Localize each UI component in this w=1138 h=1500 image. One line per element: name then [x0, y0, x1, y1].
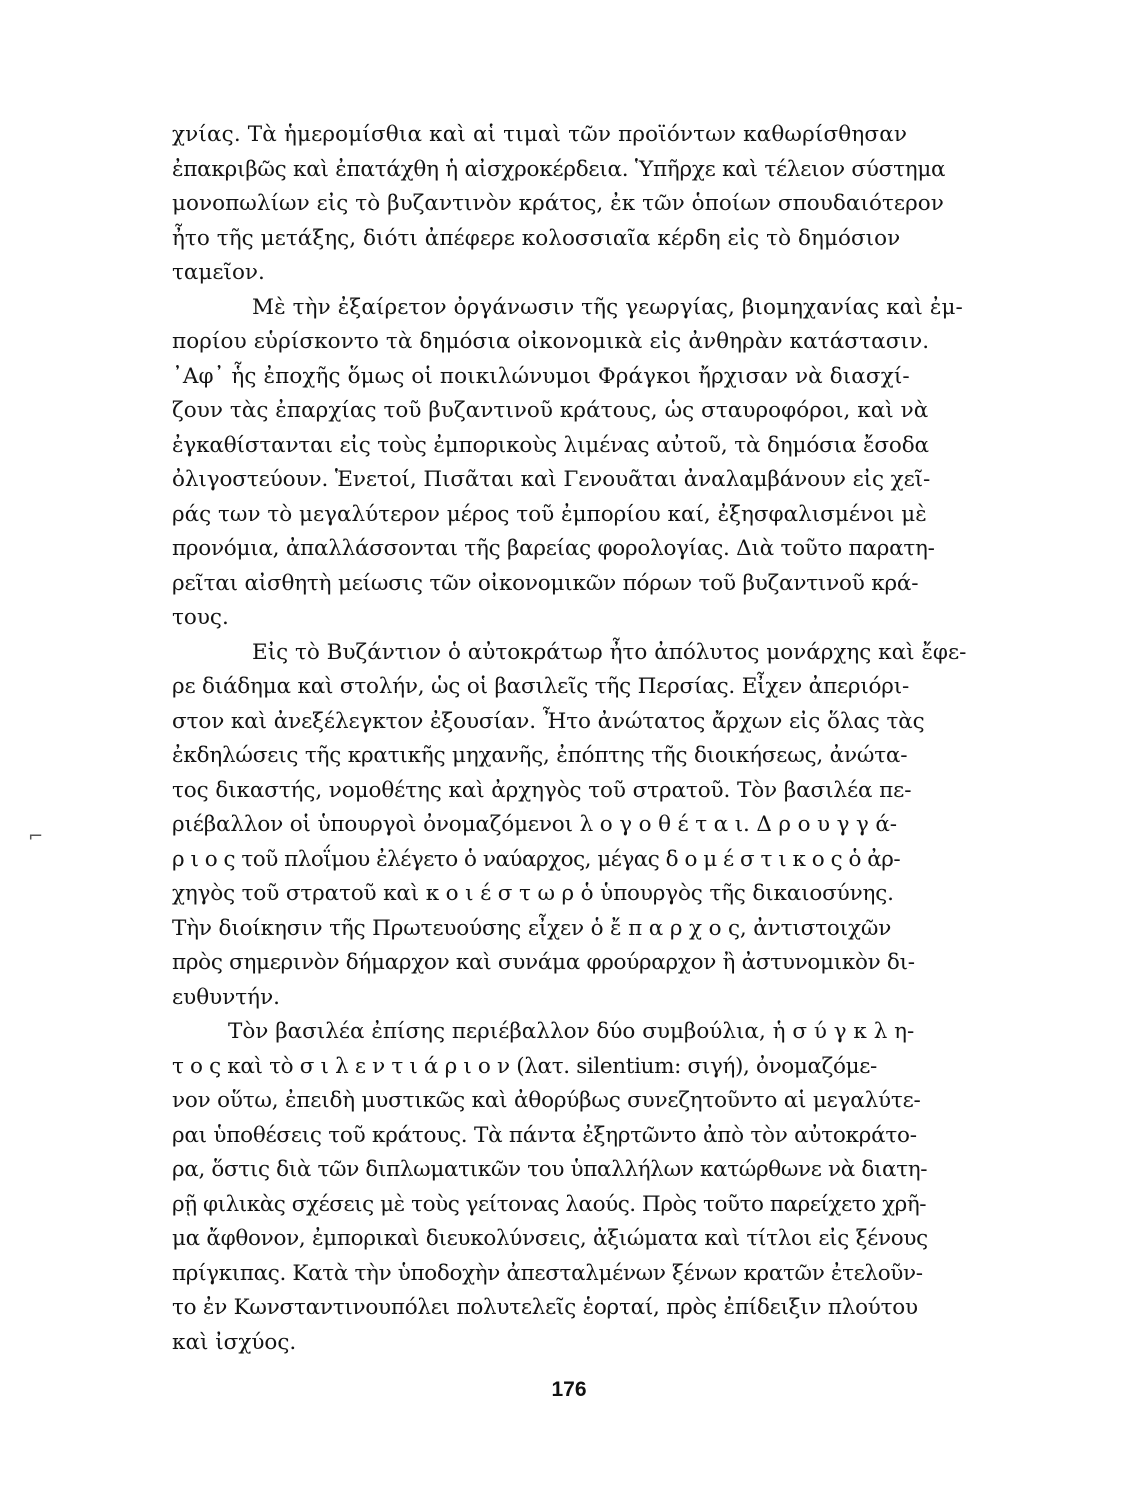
body-text — [172, 118, 1018, 1360]
text-line: στον καὶ ἀνεξέλεγκτον ἐξουσίαν. Ἦτο ἀνώτατος ἄρχων εἰς ὅλας τὰς — [172, 708, 925, 734]
text-line: πρίγκιπας. Κατὰ τὴν ὑποδοχὴν ἀπεσταλμένων ξένων κρατῶν ἐτελοῦν- — [172, 1260, 923, 1286]
text-line: Εἰς τὸ Βυζάντιον ὁ αὐτοκράτωρ ἦτο ἀπόλυτος μονάρχης καὶ ἔφε- — [252, 639, 967, 665]
text-line: Τὴν διοίκησιν τῆς Πρωτευούσης εἶχεν ὁ ἔ π α ρ χ ο ς, ἀντιστοιχῶν — [172, 915, 892, 941]
text-line: ζουν τὰς ἐπαρχίας τοῦ βυζαντινοῦ κράτους, ὡς σταυροφόροι, καὶ νὰ — [172, 398, 929, 423]
text-line: ταμεῖον. — [172, 260, 265, 285]
text-line: τος δικαστής, νομοθέτης καὶ ἀρχηγὸς τοῦ στρατοῦ. Τὸν βασιλέα πε- — [172, 777, 912, 803]
text-line: ρε διάδημα καὶ στολήν, ὡς οἱ βασιλεῖς τῆς Περσίας. Εἶχεν ἀπεριόρι- — [172, 674, 910, 699]
text-line: ευθυντήν. — [172, 984, 280, 1010]
text-line: πρὸς σημερινὸν δήμαρχον καὶ συνάμα φρούραρχον ἢ ἀστυνομικὸν δι- — [172, 950, 915, 975]
text-line: χνίας. Τὰ ἡμερομίσθια καὶ αἱ τιμαὶ τῶν προϊόντων καθωρίσθησαν — [172, 122, 908, 147]
text-line: χηγὸς τοῦ στρατοῦ καὶ κ ο ι έ σ τ ω ρ ὁ ὑπουργὸς τῆς δικαιοσύνης. — [172, 881, 894, 906]
text-line: Τὸν βασιλέα ἐπίσης περιέβαλλον δύο συμβούλια, ἡ σ ύ γ κ λ η- — [228, 1019, 915, 1044]
text-line: ᾿Αφ᾿ ἧς ἐποχῆς ὅμως οἱ ποικιλώνυμοι Φράγκοι ἤρχισαν νὰ διασχί- — [172, 363, 910, 389]
text-line: ἐπακριβῶς καὶ ἐπατάχθη ἡ αἰσχροκέρδεια. Ὑπῆρχε καὶ τέλειον σύστημα — [172, 156, 946, 182]
text-line: ρῇ φιλικὰς σχέσεις μὲ τοὺς γείτονας λαούς. Πρὸς τοῦτο παρείχετο χρῆ- — [172, 1191, 927, 1217]
text-line: το ἐν Κωνσταντινουπόλει πολυτελεῖς ἑορταί, πρὸς ἐπίδειξιν πλούτου — [172, 1295, 918, 1320]
text-line: Μὲ τὴν ἐξαίρετον ὀργάνωσιν τῆς γεωργίας, βιομηχανίας καὶ ἐμ- — [252, 294, 963, 320]
text-line: ρ ι ο ς τοῦ πλοΐμου ἐλέγετο ὁ ναύαρχος, μέγας δ ο μ έ σ τ ι κ ο ς ὁ ἀρ- — [172, 846, 901, 872]
text-line: νον οὕτω, ἐπειδὴ μυστικῶς καὶ ἀθορύβως συνεζητοῦντο αἱ μεγαλύτε- — [172, 1088, 921, 1113]
text-line: μα ἄφθονον, ἐμπορικαὶ διευκολύνσεις, ἀξιώματα καὶ τίτλοι εἰς ξένους — [172, 1226, 928, 1251]
margin-pencil-mark: ⌐ — [28, 826, 44, 847]
page-number: 176 — [551, 1378, 587, 1401]
text-line: ρα, ὅστις διὰ τῶν διπλωματικῶν του ὑπαλλήλων κατώρθωνε νὰ διατη- — [172, 1157, 928, 1182]
text-line: πορίου εὑρίσκοντο τὰ δημόσια οἰκονομικὰ εἰς ἀνθηρὰν κατάστασιν. — [172, 329, 930, 354]
text-line: ραι ὑποθέσεις τοῦ κράτους. Τὰ πάντα ἐξηρτῶντο ἀπὸ τὸν αὐτοκράτο- — [172, 1122, 917, 1148]
text-line: ἐγκαθίστανται εἰς τοὺς ἐμπορικοὺς λιμένας αὐτοῦ, τὰ δημόσια ἔσοδα — [172, 432, 929, 458]
text-line: ὀλιγοστεύουν. Ἑνετοί, Πισᾶται καὶ Γενουᾶται ἀναλαμβάνουν εἰς χεῖ- — [172, 467, 931, 492]
text-line: καὶ ἰσχύος. — [172, 1329, 297, 1355]
text-line: ρεῖται αἰσθητὴ μείωσις τῶν οἰκονομικῶν πόρων τοῦ βυζαντινοῦ κρά- — [172, 570, 919, 596]
text-line: ἦτο τῆς μετάξης, διότι ἀπέφερε κολοσσιαῖα κέρδη εἰς τὸ δημόσιον — [172, 225, 901, 251]
text-line: ριέβαλλον οἱ ὑπουργοὶ ὀνομαζόμενοι λ ο γ ο θ έ τ α ι. Δ ρ ο υ γ γ ά- — [172, 812, 897, 837]
text-line: ἐκδηλώσεις τῆς κρατικῆς μηχανῆς, ἐπόπτης τῆς διοικήσεως, ἀνώτα- — [172, 743, 908, 768]
text-line: προνόμια, ἀπαλλάσσονται τῆς βαρείας φορολογίας. Διὰ τοῦτο παρατη- — [172, 536, 935, 561]
text-line: τους. — [172, 605, 229, 630]
text-line: τ ο ς καὶ τὸ σ ι λ ε ν τ ι ά ρ ι ο ν (λατ. silentium: σιγή), ὀνομαζόμε- — [172, 1053, 877, 1079]
text-line: ράς των τὸ μεγαλύτερον μέρος τοῦ ἐμπορίου καί, ἐξησφαλισμένοι μὲ — [172, 501, 927, 527]
text-line: μονοπωλίων εἰς τὸ βυζαντινὸν κράτος, ἐκ τῶν ὁποίων σπουδαιότερον — [172, 191, 944, 216]
